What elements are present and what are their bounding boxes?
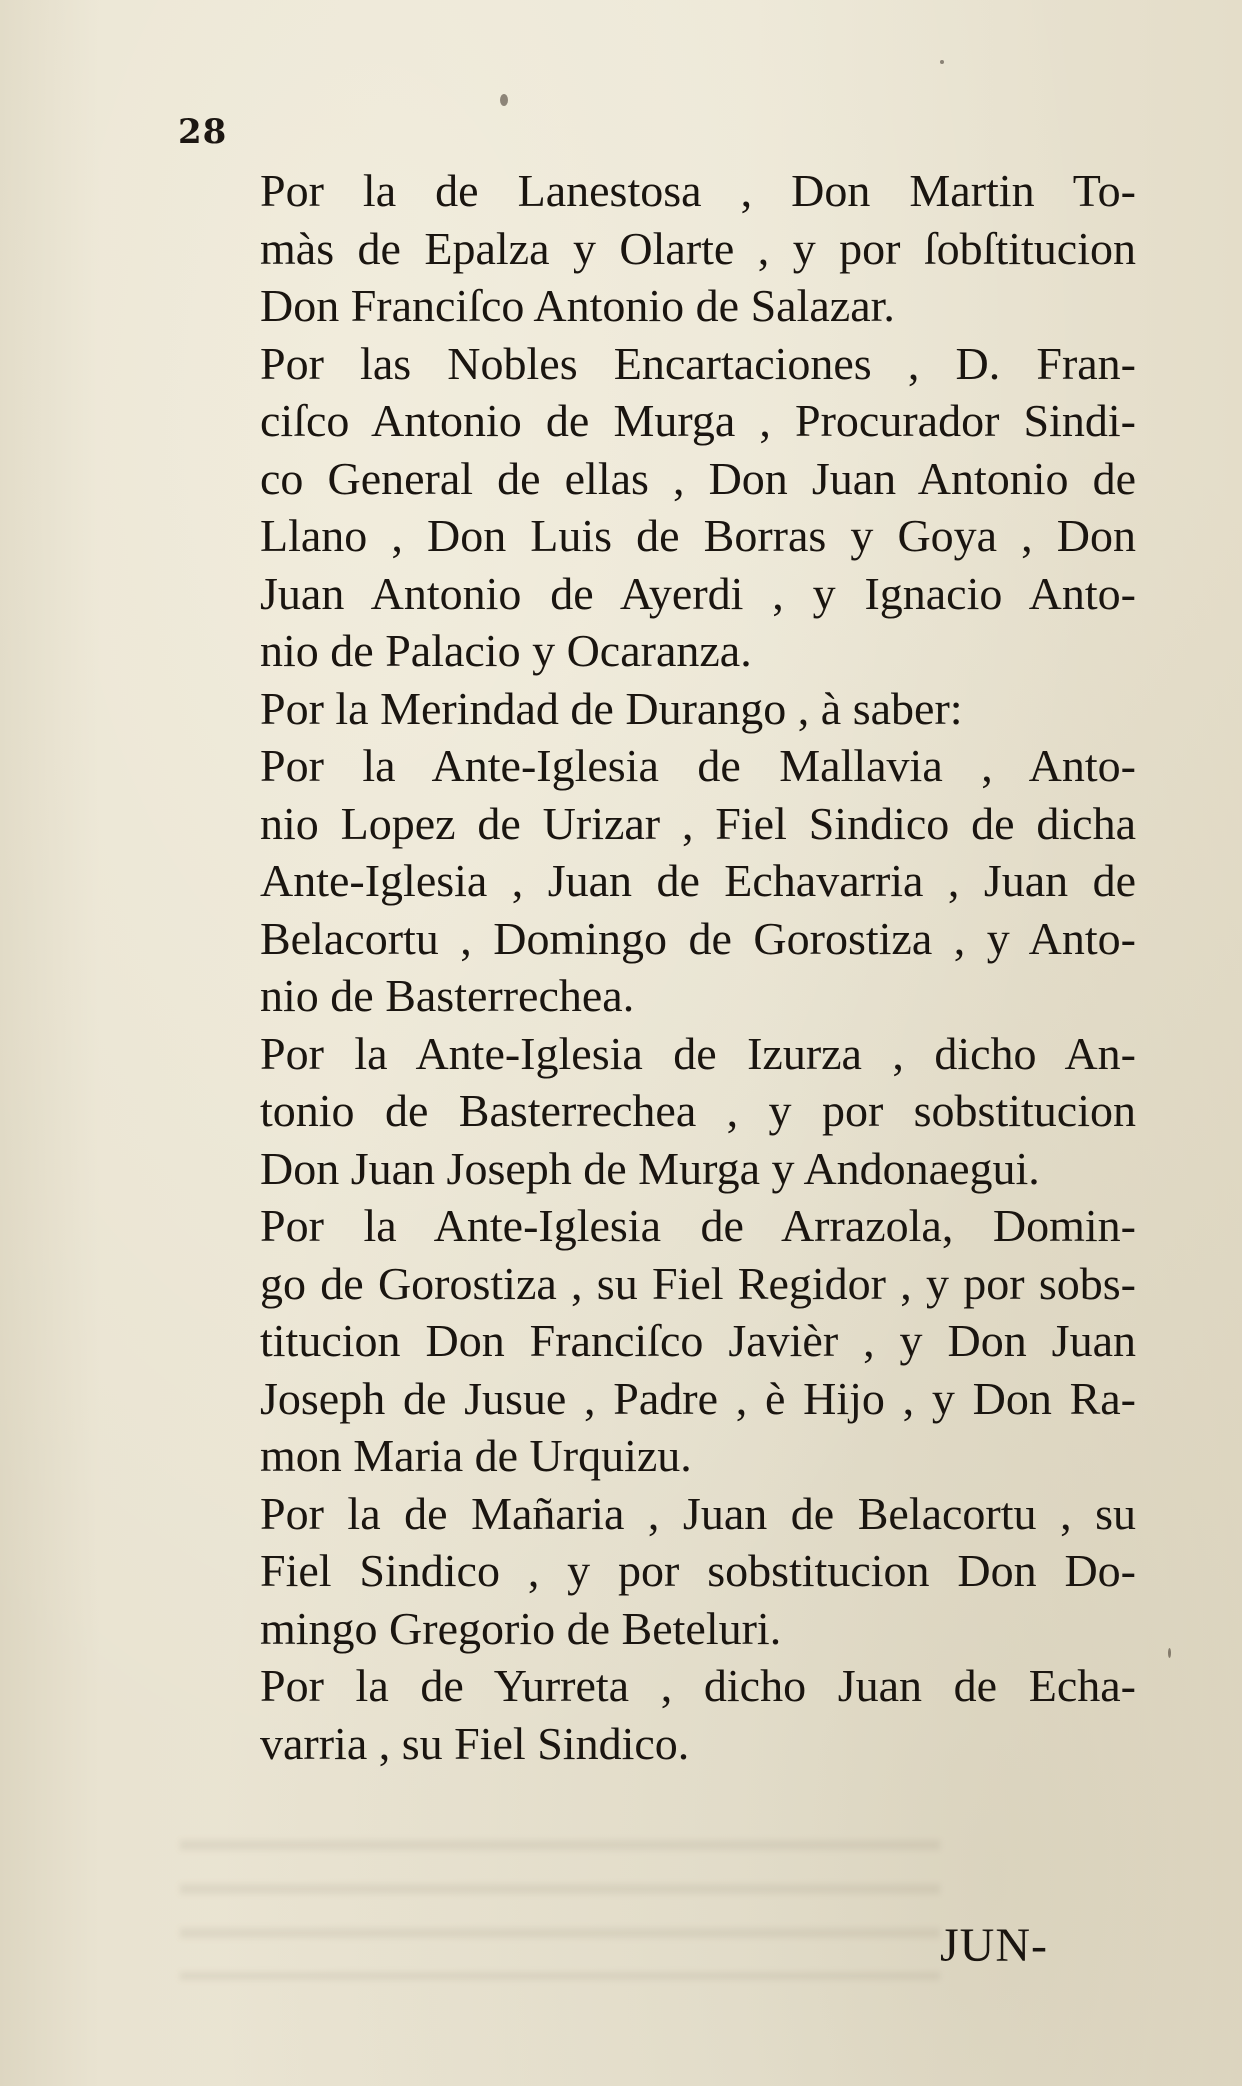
text-line: nio de Palacio y Ocaranza. bbox=[260, 625, 752, 676]
text-line: nio Lopez de Urizar , Fiel Sindico de dicha bbox=[260, 797, 1136, 849]
text-line: Joseph de Jusue , Padre , è Hijo , y Don Ra- bbox=[260, 1372, 1136, 1424]
page-number: 28 bbox=[178, 112, 228, 152]
ink-speck bbox=[500, 94, 508, 106]
text-line: Por la Ante-Iglesia de Mallavia , Anto- bbox=[260, 740, 1136, 791]
paragraph-manaria bbox=[176, 1485, 1136, 1658]
body-text bbox=[176, 162, 1136, 1772]
paragraph-merindad-durango bbox=[176, 680, 1136, 738]
text-line: Por la Ante-Iglesia de Izurza , dicho An- bbox=[260, 1027, 1136, 1079]
text-line: titucion Don Franciſco Javièr , y Don Juan bbox=[260, 1315, 1136, 1366]
text-line: Por la de Mañaria , Juan de Belacortu , su bbox=[260, 1487, 1136, 1539]
catchword: JUN- bbox=[940, 1919, 1048, 1972]
text-line: Por la Merindad de Durango , à saber: bbox=[260, 682, 963, 734]
text-line: go de Gorostiza , su Fiel Regidor , y por sobs- bbox=[260, 1257, 1136, 1309]
text-line: Juan Antonio de Ayerdi , y Ignacio Anto- bbox=[260, 567, 1136, 619]
text-line: mon Maria de Urquizu. bbox=[260, 1430, 692, 1481]
paragraph-arrazola bbox=[176, 1197, 1136, 1485]
text-line: Don Franciſco Antonio de Salazar. bbox=[260, 280, 895, 331]
text-line: Por la de Lanestosa , Don Martin To- bbox=[260, 165, 1136, 216]
paragraph-yurreta bbox=[176, 1657, 1136, 1772]
paragraph-mallavia bbox=[176, 737, 1136, 1025]
text-line: nio de Basterrechea. bbox=[260, 970, 635, 1021]
text-line: tonio de Basterrechea , y por sobstitucion bbox=[260, 1085, 1136, 1136]
text-line: mingo Gregorio de Beteluri. bbox=[260, 1602, 782, 1654]
text-line: Por las Nobles Encartaciones , D. Fran- bbox=[260, 337, 1136, 389]
text-line: Belacortu , Domingo de Gorostiza , y Anto- bbox=[260, 912, 1136, 964]
text-line: màs de Epalza y Olarte , y por ſobſtitucion bbox=[260, 222, 1136, 274]
paragraph-lanestosa bbox=[176, 162, 1136, 335]
paragraph-encartaciones bbox=[176, 335, 1136, 680]
text-line: Por la Ante-Iglesia de Arrazola, Domin- bbox=[260, 1200, 1136, 1251]
text-line: Llano , Don Luis de Borras y Goya , Don bbox=[260, 510, 1136, 561]
ink-speck bbox=[940, 60, 944, 64]
text-line: Ante-Iglesia , Juan de Echavarria , Juan de bbox=[260, 855, 1136, 906]
text-line: Don Juan Joseph de Murga y Andonaegui. bbox=[260, 1142, 1040, 1194]
text-line: co General de ellas , Don Juan Antonio de bbox=[260, 452, 1136, 504]
text-line: varria , su Fiel Sindico. bbox=[260, 1717, 690, 1769]
paragraph-izurza bbox=[176, 1025, 1136, 1198]
text-line: Fiel Sindico , y por sobstitucion Don Do- bbox=[260, 1545, 1136, 1596]
ink-speck bbox=[1168, 1648, 1171, 1658]
text-line: ciſco Antonio de Murga , Procurador Sindi- bbox=[260, 395, 1136, 446]
text-line: Por la de Yurreta , dicho Juan de Echa- bbox=[260, 1660, 1136, 1711]
